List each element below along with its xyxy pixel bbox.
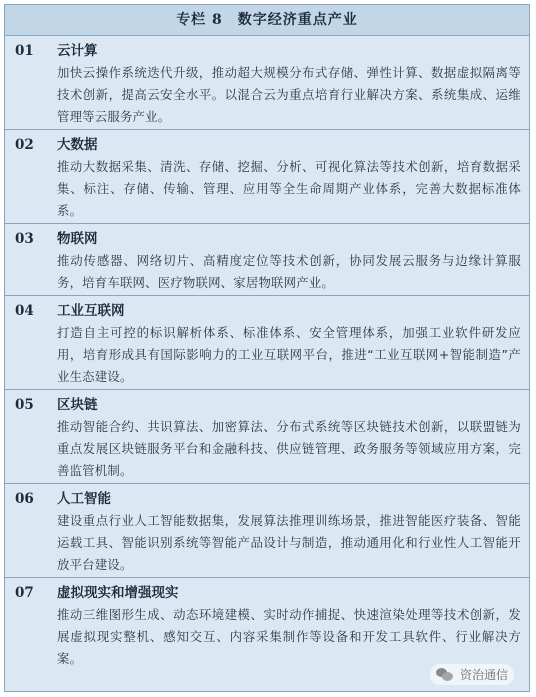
section-heading bbox=[15, 394, 521, 416]
section-text: 推动智能合约、共识算法、加密算法、分布式系统等区块链技术创新，以联盟链为重点发展区块链服务平台和金融科技、供应链管理、政务服务等领域应用方案，完善监管机制。 bbox=[57, 419, 521, 478]
section-artificial-intelligence bbox=[5, 484, 529, 578]
section-number: 05 bbox=[15, 397, 34, 413]
wechat-icon bbox=[436, 668, 454, 682]
section-big-data bbox=[5, 130, 529, 224]
section-name: 物联网 bbox=[57, 231, 98, 247]
section-text: 推动三维图形生成、动态环境建模、实时动作捕捉、快速渲染处理等技术创新，发展虚拟现实整机、感知交互、内容采集制作等设备和开发工具软件、行业解决方案。 bbox=[57, 607, 521, 666]
section-name: 虚拟现实和增强现实 bbox=[57, 585, 179, 601]
section-cloud-computing bbox=[5, 36, 529, 130]
section-heading bbox=[15, 228, 521, 250]
section-number: 03 bbox=[15, 231, 34, 247]
section-text: 加快云操作系统迭代升级，推动超大规模分布式存储、弹性计算、数据虚拟隔离等技术创新，提高云安全水平。以混合云为重点培育行业解决方案、系统集成、运维管理等云服务产业。 bbox=[57, 65, 521, 124]
section-name: 区块链 bbox=[57, 397, 98, 413]
section-heading bbox=[15, 40, 521, 62]
section-iot bbox=[5, 224, 529, 296]
section-text: 推动大数据采集、清洗、存储、挖掘、分析、可视化算法等技术创新，培育数据采集、标注、存储、传输、管理、应用等全生命周期产业体系，完善大数据标准体系。 bbox=[57, 159, 521, 218]
section-text: 打造自主可控的标识解析体系、标准体系、安全管理体系，加强工业软件研发应用，培育形成具有国际影响力的工业互联网平台，推进“工业互联网+智能制造”产业生态建设。 bbox=[57, 325, 521, 384]
section-name: 大数据 bbox=[57, 137, 98, 153]
section-heading bbox=[15, 582, 521, 604]
section-industrial-internet bbox=[5, 296, 529, 390]
section-blockchain bbox=[5, 390, 529, 484]
section-number: 02 bbox=[15, 137, 34, 153]
source-watermark bbox=[430, 664, 514, 685]
section-heading bbox=[15, 488, 521, 510]
section-name: 工业互联网 bbox=[57, 303, 125, 319]
section-text: 推动传感器、网络切片、高精度定位等技术创新，协同发展云服务与边缘计算服务，培育车联网、医疗物联网、家居物联网产业。 bbox=[57, 253, 521, 290]
section-number: 04 bbox=[15, 303, 34, 319]
section-text: 建设重点行业人工智能数据集，发展算法推理训练场景，推进智能医疗装备、智能运载工具、智能识别系统等智能产品设计与制造，推动通用化和行业性人工智能开放平台建设。 bbox=[57, 513, 521, 572]
section-heading bbox=[15, 134, 521, 156]
feature-column-panel bbox=[4, 4, 530, 692]
column-title: 专栏 8 数字经济重点产业 bbox=[5, 5, 529, 36]
watermark-label: 资治通信 bbox=[459, 668, 508, 682]
section-number: 06 bbox=[15, 491, 34, 507]
section-number: 07 bbox=[15, 585, 34, 601]
section-heading bbox=[15, 300, 521, 322]
section-name: 人工智能 bbox=[57, 491, 111, 507]
section-number: 01 bbox=[15, 43, 34, 59]
section-name: 云计算 bbox=[57, 43, 98, 59]
